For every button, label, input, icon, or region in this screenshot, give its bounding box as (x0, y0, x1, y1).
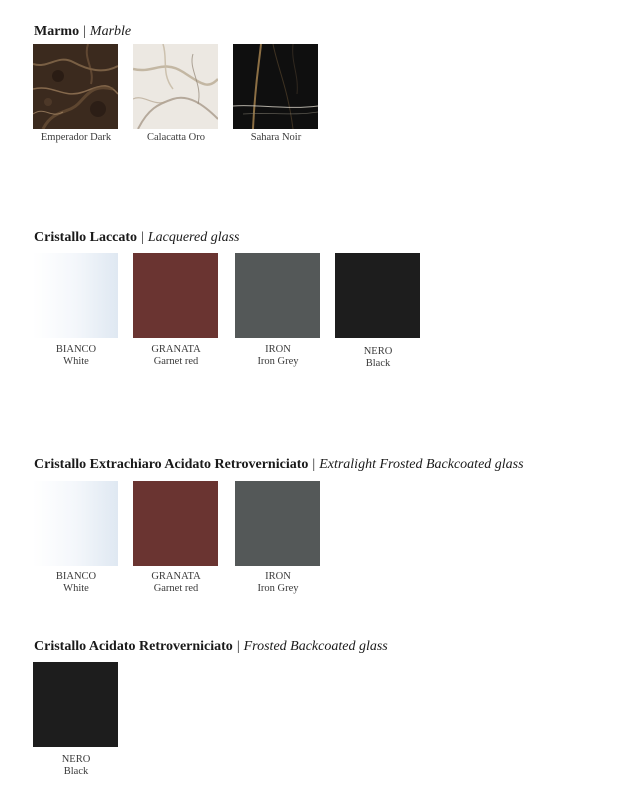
swatch-label (121, 344, 231, 368)
swatch-code: GRANATA (151, 571, 201, 582)
heading-separator: | (141, 230, 144, 245)
heading-italian: Marmo (34, 24, 80, 39)
swatch-name: Garnet red (153, 583, 199, 594)
heading-italian: Cristallo Laccato (34, 230, 138, 245)
heading-english: Lacquered glass (147, 230, 240, 245)
swatch-bianco-white[interactable] (33, 253, 118, 338)
swatch-name: Iron Grey (257, 356, 299, 367)
heading-italian: Cristallo Acidato Retroverniciato (34, 639, 233, 654)
swatch-name: Black (365, 358, 391, 369)
swatch-name: Sahara Noir (250, 132, 302, 143)
swatch-nero-black[interactable] (33, 662, 118, 747)
section-heading-extralight-frosted-glass (34, 457, 524, 473)
swatch-code: NERO (61, 754, 91, 765)
swatch-code: BIANCO (55, 571, 97, 582)
swatch-name: Emperador Dark (40, 132, 112, 143)
swatch-code: IRON (265, 571, 291, 582)
swatch-iron-grey[interactable] (235, 481, 320, 566)
swatch-label (221, 132, 331, 144)
swatch-label (121, 571, 231, 595)
swatch-bianco-white[interactable] (33, 481, 118, 566)
swatch-name: Iron Grey (257, 583, 299, 594)
heading-separator: | (236, 639, 240, 654)
swatch-name: White (63, 583, 89, 594)
swatch-emperador-dark[interactable] (33, 44, 118, 129)
heading-english: Marble (89, 24, 132, 39)
swatch-name: White (63, 356, 89, 367)
swatch-code: BIANCO (55, 344, 97, 355)
swatch-granata-garnet-red[interactable] (133, 481, 218, 566)
section-heading-marble (34, 24, 131, 40)
swatch-label (223, 344, 333, 368)
swatch-label (21, 571, 131, 595)
swatch-code: GRANATA (151, 344, 201, 355)
swatch-label (121, 132, 231, 144)
swatch-nero-black[interactable] (335, 253, 420, 338)
heading-separator: | (83, 24, 86, 39)
swatch-name: Garnet red (153, 356, 199, 367)
section-heading-frosted-backcoated-glass (34, 639, 388, 655)
swatch-label (21, 754, 131, 778)
swatch-code: NERO (363, 346, 393, 357)
heading-english: Extralight Frosted Backcoated glass (319, 457, 524, 472)
heading-separator: | (312, 457, 316, 472)
swatch-name: Calacatta Oro (146, 132, 205, 143)
swatch-label (223, 571, 333, 595)
section-heading-lacquered-glass (34, 230, 240, 246)
swatch-sahara-noir[interactable] (233, 44, 318, 129)
swatch-granata-garnet-red[interactable] (133, 253, 218, 338)
heading-english: Frosted Backcoated glass (243, 639, 388, 654)
swatch-calacatta-oro[interactable] (133, 44, 218, 129)
swatch-name: Black (63, 766, 89, 777)
swatch-code: IRON (265, 344, 291, 355)
swatch-iron-grey[interactable] (235, 253, 320, 338)
swatch-label (323, 346, 433, 370)
swatch-label (21, 344, 131, 368)
heading-italian: Cristallo Extrachiaro Acidato Retroverniciato (34, 457, 309, 472)
swatch-label (21, 132, 131, 144)
